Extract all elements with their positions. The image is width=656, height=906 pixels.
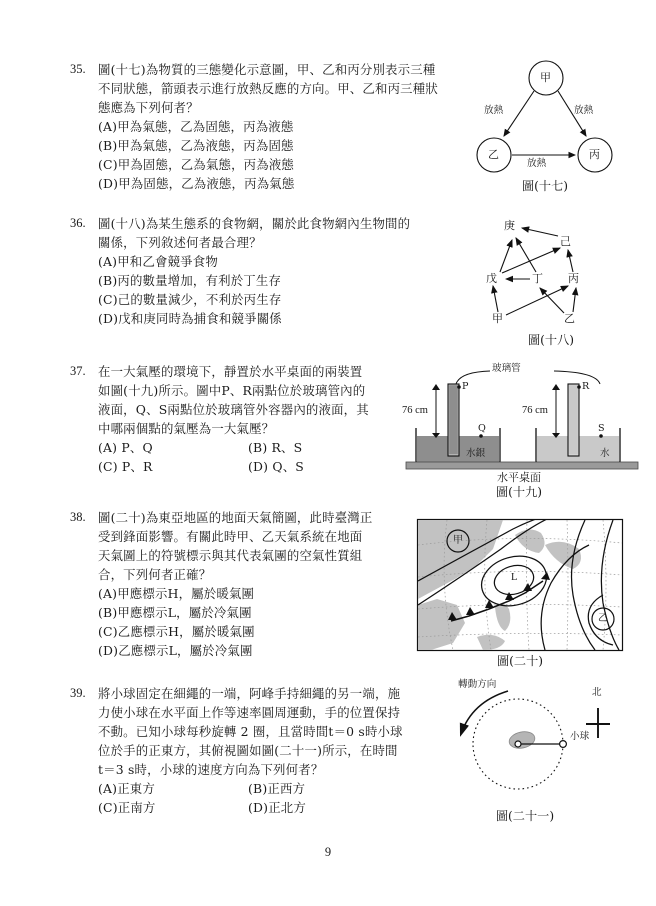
point-r-label: R bbox=[582, 381, 590, 392]
option-c[interactable]: (C) P、R bbox=[98, 459, 153, 474]
marker-yi-label: 乙 bbox=[598, 613, 608, 624]
question-38-stem-line: 天氣圖上的符號標示與其代表氣團的空氣性質組 bbox=[98, 548, 363, 563]
figure-21 bbox=[450, 679, 630, 832]
node-bing-label: 丙 bbox=[589, 148, 600, 161]
node-jia-label: 甲 bbox=[492, 312, 503, 325]
question-38 bbox=[64, 508, 414, 660]
figure-20 bbox=[417, 519, 623, 671]
node-wu-label: 戊 bbox=[486, 272, 497, 285]
point-p-label: P bbox=[462, 381, 469, 392]
arrow-ji-to-geng bbox=[522, 228, 558, 236]
arrow-bing-to-ji bbox=[568, 250, 573, 272]
question-36-body bbox=[98, 214, 464, 328]
option-d[interactable]: (D) Q、S bbox=[248, 459, 304, 474]
figure-18-caption: 圖(十八) bbox=[527, 333, 575, 347]
height-right-label: 76 cm bbox=[522, 405, 548, 416]
marker-jia-label: 甲 bbox=[453, 535, 463, 546]
dimension-arrow-up-left bbox=[432, 384, 440, 390]
arrow-yi-to-bing bbox=[573, 288, 576, 312]
question-38-number: 38. bbox=[70, 510, 86, 524]
question-35-number: 35. bbox=[70, 62, 86, 76]
question-36-number: 36. bbox=[70, 216, 86, 230]
question-35-stem-line: 不同狀態，箭頭表示進行放熱反應的方向。甲、乙和丙三種狀 bbox=[98, 81, 438, 96]
glass-tube-leader-right bbox=[554, 371, 600, 384]
question-35-options bbox=[98, 117, 464, 193]
point-s-label: S bbox=[598, 423, 605, 434]
option-a[interactable]: (A)正東方 bbox=[98, 781, 155, 796]
option-a[interactable]: (A)甲為氣態，乙為固態，丙為液態 bbox=[98, 119, 294, 134]
arrow-ding-to-geng bbox=[516, 238, 536, 272]
figure-19 bbox=[402, 363, 644, 499]
question-35-stem-line: 態應為下列何者？ bbox=[98, 100, 199, 115]
option-c[interactable]: (C)乙應標示H，屬於暖氣團 bbox=[98, 624, 255, 639]
question-37-stem-line: 中哪兩個點的氣壓為一大氣壓？ bbox=[98, 421, 275, 436]
node-yi-label: 乙 bbox=[564, 312, 575, 325]
question-39-stem-line: 不動。已知小球每秒旋轉 2 圈，且當時間t＝0 s時小球 bbox=[98, 724, 403, 739]
arrow-label-right: 放熱 bbox=[574, 105, 594, 116]
question-38-stem-line: 受到鋒面影響。有關此時甲、乙天氣系統在地面 bbox=[98, 529, 363, 544]
question-37 bbox=[64, 362, 414, 476]
option-b[interactable]: (B) R、S bbox=[248, 440, 303, 455]
question-39-stem-line: t＝3 s時，小球的速度方向為下列何者？ bbox=[98, 762, 324, 777]
figure-19-caption: 圖(十九) bbox=[495, 485, 543, 499]
ball-marker bbox=[560, 741, 567, 748]
figure-21-diagram bbox=[450, 679, 630, 810]
ball-label: 小球 bbox=[570, 731, 590, 742]
option-d[interactable]: (D)甲為固態，乙為液態，丙為氣態 bbox=[98, 176, 295, 191]
question-39-stem-line: 將小球固定在細繩的一端，阿峰手持細繩的另一端，施 bbox=[98, 686, 401, 701]
question-36 bbox=[64, 214, 464, 328]
option-c[interactable]: (C)正南方 bbox=[98, 800, 156, 815]
question-39-number: 39. bbox=[70, 686, 86, 700]
figure-20-caption: 圖(二十) bbox=[496, 654, 544, 668]
option-b[interactable]: (B)正西方 bbox=[248, 781, 306, 796]
point-q-label: Q bbox=[478, 423, 486, 434]
mercury-label: 水銀 bbox=[466, 448, 486, 459]
question-36-stem-line: 圖(十八)為某生態系的食物網，關於此食物網內生物間的 bbox=[98, 216, 411, 231]
question-38-stem-line: 圖(二十)為東亞地區的地面天氣簡圖，此時臺灣正 bbox=[98, 510, 373, 525]
arrow-wu-to-geng bbox=[500, 240, 512, 272]
question-39-stem-line: 力使小球在水平面上作等速率圓周運動，手的位置保持 bbox=[98, 705, 401, 720]
dimension-arrow-up-right bbox=[552, 384, 560, 390]
question-35 bbox=[64, 60, 464, 193]
node-ding-label: 丁 bbox=[532, 272, 543, 285]
question-36-stem-line: 關係，下列敘述何者最合理？ bbox=[98, 235, 262, 250]
water-column-right bbox=[569, 385, 578, 454]
node-yi-label: 乙 bbox=[488, 148, 499, 161]
rotation-direction-arrow bbox=[461, 691, 508, 734]
node-geng-label: 庚 bbox=[504, 219, 515, 232]
question-38-body bbox=[98, 508, 414, 660]
point-s-dot bbox=[599, 434, 603, 438]
point-r-dot bbox=[577, 385, 581, 389]
question-39-body bbox=[98, 684, 444, 817]
figure-19-diagram bbox=[404, 363, 644, 478]
mercury-column-left bbox=[449, 385, 458, 454]
option-a[interactable]: (A) P、Q bbox=[98, 440, 153, 455]
pivot-point bbox=[515, 741, 521, 747]
question-39-options bbox=[98, 779, 444, 817]
option-b[interactable]: (B)丙的數量增加，有利於丁生存 bbox=[98, 273, 282, 288]
node-jia-label: 甲 bbox=[540, 71, 551, 84]
question-37-stem-line: 在一大氣壓的環境下，靜置於水平桌面的兩裝置 bbox=[98, 364, 363, 379]
option-d[interactable]: (D)乙應標示L，屬於冷氣團 bbox=[98, 643, 253, 658]
point-p-dot bbox=[457, 385, 461, 389]
page-number: 9 bbox=[324, 845, 332, 859]
option-b[interactable]: (B)甲為氣態，乙為液態，丙為固態 bbox=[98, 138, 294, 153]
question-38-options bbox=[98, 584, 414, 660]
question-36-options bbox=[98, 252, 464, 328]
question-38-stem-line: 合，下列何者正確？ bbox=[98, 567, 212, 582]
north-label: 北 bbox=[592, 687, 602, 698]
hand-shape bbox=[508, 729, 537, 750]
question-37-body bbox=[98, 362, 414, 476]
question-37-number: 37. bbox=[70, 364, 86, 378]
low-pressure-label: L bbox=[511, 572, 518, 583]
option-a[interactable]: (A)甲應標示H，屬於暖氣團 bbox=[98, 586, 255, 601]
height-left-label: 76 cm bbox=[402, 405, 428, 416]
option-c[interactable]: (C)甲為固態，乙為氣態，丙為液態 bbox=[98, 157, 295, 172]
question-35-stem-line: 圖(十七)為物質的三態變化示意圖，甲、乙和丙分別表示三種 bbox=[98, 62, 436, 77]
question-39-stem-line: 位於手的正東方，其俯視圖如圖(二十一)所示，在時間 bbox=[98, 743, 398, 758]
option-a[interactable]: (A)甲和乙會競爭食物 bbox=[98, 254, 218, 269]
arrow-jia-to-wu bbox=[493, 286, 498, 312]
figure-20-map bbox=[417, 519, 623, 651]
glass-tube-label: 玻璃管 bbox=[492, 363, 521, 374]
question-37-stem-line: 如圖(十九)所示。圖中P、R兩點位於玻璃管內的 bbox=[98, 383, 366, 398]
arrow-jia-to-bing bbox=[506, 286, 568, 315]
figure-18 bbox=[476, 212, 626, 352]
arrow-label-left: 放熱 bbox=[484, 105, 504, 116]
option-d[interactable]: (D)戊和庚同時為捕食和競爭關係 bbox=[98, 311, 282, 326]
question-35-body bbox=[98, 60, 464, 193]
arrow-jia-to-yi bbox=[504, 91, 534, 136]
arrow-wu-to-ji bbox=[502, 248, 560, 273]
question-37-stem-line: 液面，Q、S兩點位於玻璃管外容器內的液面，其 bbox=[98, 402, 369, 417]
arrow-label-bottom: 放熱 bbox=[527, 158, 547, 169]
figure-17 bbox=[470, 60, 620, 195]
option-b[interactable]: (B)甲應標示L，屬於冷氣團 bbox=[98, 605, 252, 620]
arrow-yi-to-ding bbox=[540, 288, 564, 313]
question-37-options bbox=[98, 438, 414, 476]
rotation-direction-label: 轉動方向 bbox=[458, 679, 497, 690]
option-c[interactable]: (C)己的數量減少，不利於丙生存 bbox=[98, 292, 282, 307]
option-d[interactable]: (D)正北方 bbox=[248, 800, 306, 815]
figure-21-caption: 圖(二十一) bbox=[495, 809, 555, 823]
question-39 bbox=[64, 684, 444, 817]
table-surface-label: 水平桌面 bbox=[497, 471, 541, 484]
node-bing-label: 丙 bbox=[568, 272, 579, 285]
node-ji-label: 己 bbox=[560, 235, 571, 248]
figure-17-caption: 圖(十七) bbox=[521, 179, 569, 193]
water-label: 水 bbox=[600, 448, 610, 459]
point-q-dot bbox=[479, 434, 483, 438]
table-surface bbox=[406, 462, 638, 469]
